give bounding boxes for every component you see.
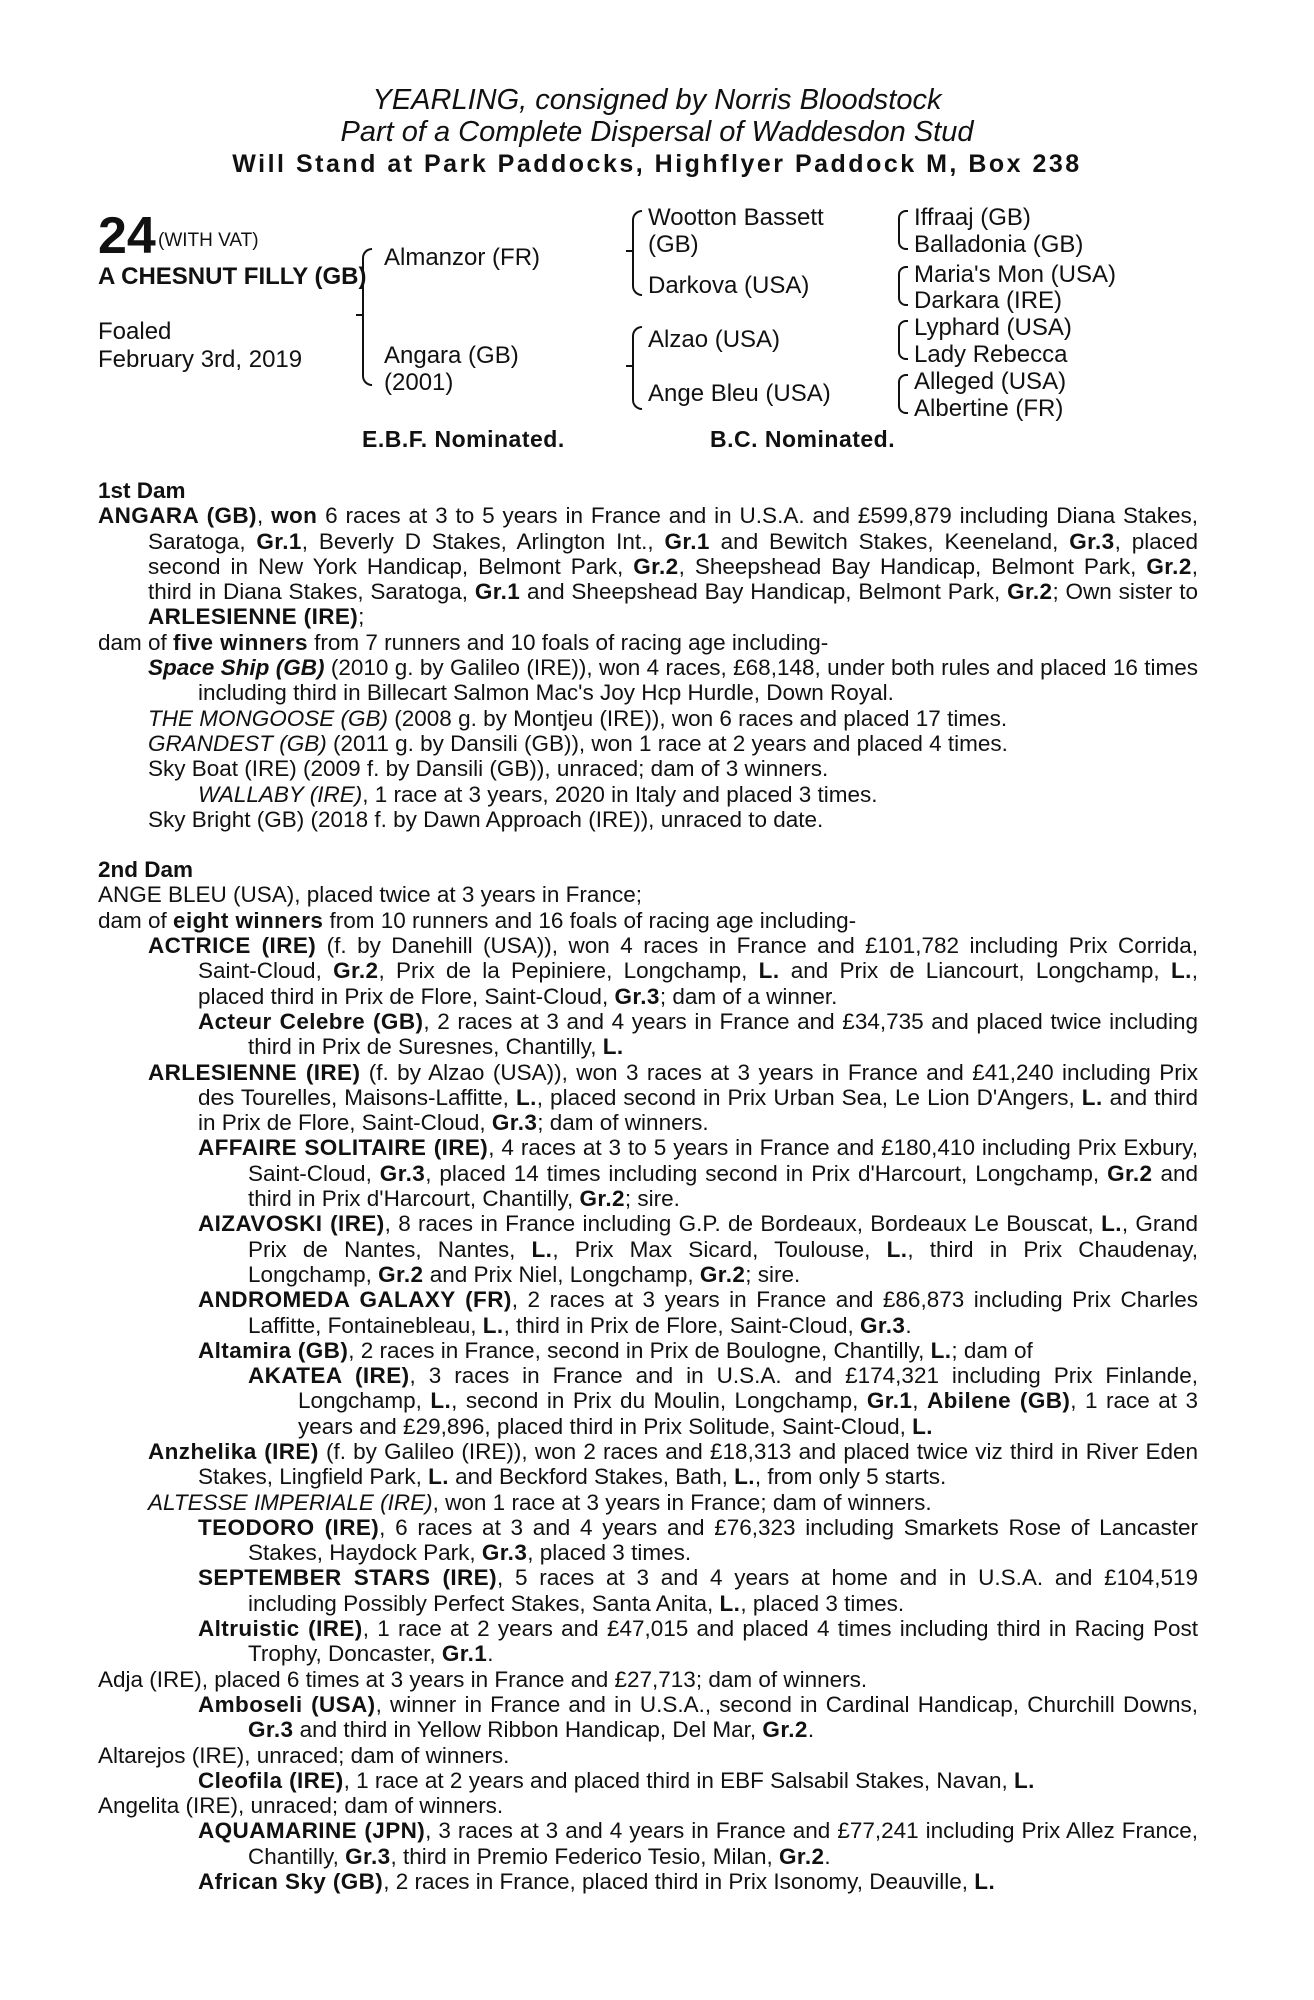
produce-entry: WALLABY (IRE), 1 race at 3 years, 2020 in Italy and placed 3 times. [198,781,878,807]
pedigree-brace [898,320,908,360]
produce-entry: Acteur Celebre (GB), 2 races at 3 and 4 years in France and £34,735 and placed twice including third in Prix de Suresnes, Chantilly, L. [198,1008,1198,1060]
produce-entry: THE MONGOOSE (GB) (2008 g. by Montjeu (IRE)), won 6 races and placed 17 times. [148,705,1008,731]
pedigree-brace-point [356,314,362,316]
pedigree-brace [898,266,908,306]
catalogue-header-line-1: YEARLING, consigned by Norris Bloodstock [372,84,942,116]
pedigree-sire-sire-name: Wootton Bassett [648,204,824,231]
foaled-date: February 3rd, 2019 [98,346,303,373]
pedigree-ggp-1: Iffraaj (GB) [914,204,1031,231]
pedigree-dam-sire: Alzao (USA) [648,326,781,353]
produce-entry: Anzhelika (IRE) (f. by Galileo (IRE)), won 2 races and £18,313 and placed twice viz third in River Eden Stakes, Lingfield Park, L. and Beckford Stakes, Bath, L., from only 5 starts. [148,1438,1198,1490]
pedigree-ggp-6: Lady Rebecca [914,341,1068,368]
produce-record [98,478,1198,1894]
produce-entry: Space Ship (GB) (2010 g. by Galileo (IRE)), won 4 races, £68,148, under both rules and placed 16 times including third in Billecart Salmon Mac's Joy Hcp Hurdle, Down Royal. [148,655,1198,706]
pedigree-brace-point [626,365,632,367]
lot-number: 24 [98,207,156,265]
lot-description: A CHESNUT FILLY (GB) [98,263,367,290]
pedigree-ggp-3: Maria's Mon (USA) [914,261,1116,288]
produce-entry: ANDROMEDA GALAXY (FR), 2 races at 3 years in France and £86,873 including Prix Charles Laffitte, Fontainebleau, L., third in Prix de Flore, Saint-Cloud, Gr.3. [198,1287,1198,1338]
pedigree-ggp-7: Alleged (USA) [914,368,1067,395]
second-dam-heading: 2nd Dam [98,857,194,883]
first-dam-produce-summary: dam of five winners from 7 runners and 10 foals of racing age including- [98,629,829,655]
foaled-label: Foaled [98,318,172,345]
pedigree-dam-year: (2001) [384,369,454,396]
produce-entry: Sky Bright (GB) (2018 f. by Dawn Approach (IRE)), unraced to date. [148,806,824,832]
produce-entry: ARLESIENNE (IRE) (f. by Alzao (USA)), won 3 races at 3 years in France and £41,240 including Prix des Tourelles, Maisons-Laffitte, L., placed second in Prix Urban Sea, Le Lion D'Angers, L. and third in Prix de Flore, Saint-Cloud, Gr.3; dam of winners. [148,1059,1198,1136]
bc-nomination: B.C. Nominated. [710,426,896,452]
pedigree-brace [632,326,642,410]
pedigree-brace [632,210,642,296]
pedigree-sire-dam: Darkova (USA) [648,272,810,299]
pedigree-sire: Almanzor (FR) [384,244,541,271]
produce-entry: Adja (IRE), placed 6 times at 3 years in France and £27,713; dam of winners. [98,1666,868,1692]
ebf-nomination: E.B.F. Nominated. [362,426,565,452]
produce-entry: TEODORO (IRE), 6 races at 3 and 4 years and £76,323 including Smarkets Rose of Lancaster Stakes, Haydock Park, Gr.3, placed 3 times. [198,1514,1198,1566]
produce-entry: GRANDEST (GB) (2011 g. by Dansili (GB)), won 1 race at 2 years and placed 4 times. [148,730,1008,756]
produce-entry: AQUAMARINE (JPN), 3 races at 3 and 4 years in France and £77,241 including Prix Allez France, Chantilly, Gr.3, third in Premio Federico Tesio, Milan, Gr.2. [198,1818,1199,1869]
pedigree-brace [898,210,908,250]
pedigree-brace [362,248,372,386]
catalogue-header-line-2: Part of a Complete Dispersal of Waddesdon Stud [340,116,974,148]
produce-entry: AFFAIRE SOLITAIRE (IRE), 4 races at 3 to 5 years in France and £180,410 including Prix Exbury, Saint-Cloud, Gr.3, placed 14 times including second in Prix d'Harcourt, Longchamp, Gr.2 and third in Prix d'Harcourt, Chantilly, Gr.2; sire. [198,1135,1198,1212]
second-dam-produce-summary: dam of eight winners from 10 runners and 16 foals of racing age including- [98,907,857,933]
produce-entry: Cleofila (IRE), 1 race at 2 years and placed third in EBF Salsabil Stakes, Navan, L. [198,1767,1035,1793]
catalogue-header-line-3: Will Stand at Park Paddocks, Highflyer Paddock M, Box 238 [232,150,1082,178]
produce-entry: Amboseli (USA), winner in France and in U.S.A., second in Cardinal Handicap, Churchill Downs, Gr.3 and third in Yellow Ribbon Handicap, Del Mar, Gr.2. [198,1691,1198,1743]
produce-entry: African Sky (GB), 2 races in France, placed third in Prix Isonomy, Deauville, L. [198,1869,996,1895]
second-dam-entry: ANGE BLEU (USA), placed twice at 3 years in France; [98,882,642,908]
produce-entry: SEPTEMBER STARS (IRE), 5 races at 3 and 4 years at home and in U.S.A. and £104,519 including Possibly Perfect Stakes, Santa Anita, L., placed 3 times. [198,1565,1198,1616]
pedigree-sire-sire-country: (GB) [648,231,699,258]
pedigree-ggp-5: Lyphard (USA) [914,314,1072,341]
pedigree-dam [384,342,519,396]
first-dam-heading: 1st Dam [98,478,186,503]
pedigree-brace [898,374,908,414]
produce-entry: Angelita (IRE), unraced; dam of winners. [98,1793,504,1819]
produce-entry: Altarejos (IRE), unraced; dam of winners. [98,1742,510,1768]
pedigree-ggp-4: Darkara (IRE) [914,287,1063,314]
first-dam-entry: ANGARA (GB), won 6 races at 3 to 5 years in France and in U.S.A. and £599,879 including Diana Stakes, Saratoga, Gr.1, Beverly D Stakes, Arlington Int., Gr.1 and Bewitch Stakes, Keeneland, Gr.3, placed second in New York Handicap, Belmont Park, Gr.2, Sheepshead Bay Handicap, Belmont Park, Gr.2, third in Diana Stakes, Saratoga, Gr.1 and Sheepshead Bay Handicap, Belmont Park, Gr.2; Own sister to ARLESIENNE (IRE); [98,503,1199,630]
pedigree-ggp-2: Balladonia (GB) [914,231,1084,258]
produce-entry: ACTRICE (IRE) (f. by Danehill (USA)), won 4 races in France and £101,782 including Prix Corrida, Saint-Cloud, Gr.2, Prix de la Pepiniere, Longchamp, L. and Prix de Liancourt, Longchamp, L., placed third in Prix de Flore, Saint-Cloud, Gr.3; dam of a winner. [148,933,1198,1009]
produce-entry: AIZAVOSKI (IRE), 8 races in France including G.P. de Bordeaux, Bordeaux Le Bouscat, L., Grand Prix de Nantes, Nantes, L., Prix Max Sicard, Toulouse, L., third in Prix Chaudenay, Longchamp, Gr.2 and Prix Niel, Longchamp, Gr.2; sire. [198,1211,1198,1287]
pedigree-ggp-8: Albertine (FR) [914,395,1064,422]
pedigree-sire-sire [648,204,824,258]
lot-foaled [98,318,302,374]
produce-entry: ALTESSE IMPERIALE (IRE), won 1 race at 3 years in France; dam of winners. [148,1489,932,1515]
pedigree-dam-dam: Ange Bleu (USA) [648,380,831,407]
lot-vat-note: (WITH VAT) [158,230,259,251]
pedigree-brace-point [626,250,632,252]
produce-entry: Altruistic (IRE), 1 race at 2 years and £47,015 and placed 4 times including third in Racing Post Trophy, Doncaster, Gr.1. [198,1616,1198,1667]
produce-entry: Sky Boat (IRE) (2009 f. by Dansili (GB)), unraced; dam of 3 winners. [148,756,829,782]
pedigree-dam-name: Angara (GB) [384,342,519,369]
produce-entry: Altamira (GB), 2 races in France, second in Prix de Boulogne, Chantilly, L.; dam of [198,1337,1033,1363]
produce-entry: AKATEA (IRE), 3 races in France and in U.S.A. and £174,321 including Prix Finlande, Longchamp, L., second in Prix du Moulin, Longchamp, Gr.1, Abilene (GB), 1 race at 3 years and £29,896, placed third in Prix Solitude, Saint-Cloud, L. [248,1363,1198,1439]
